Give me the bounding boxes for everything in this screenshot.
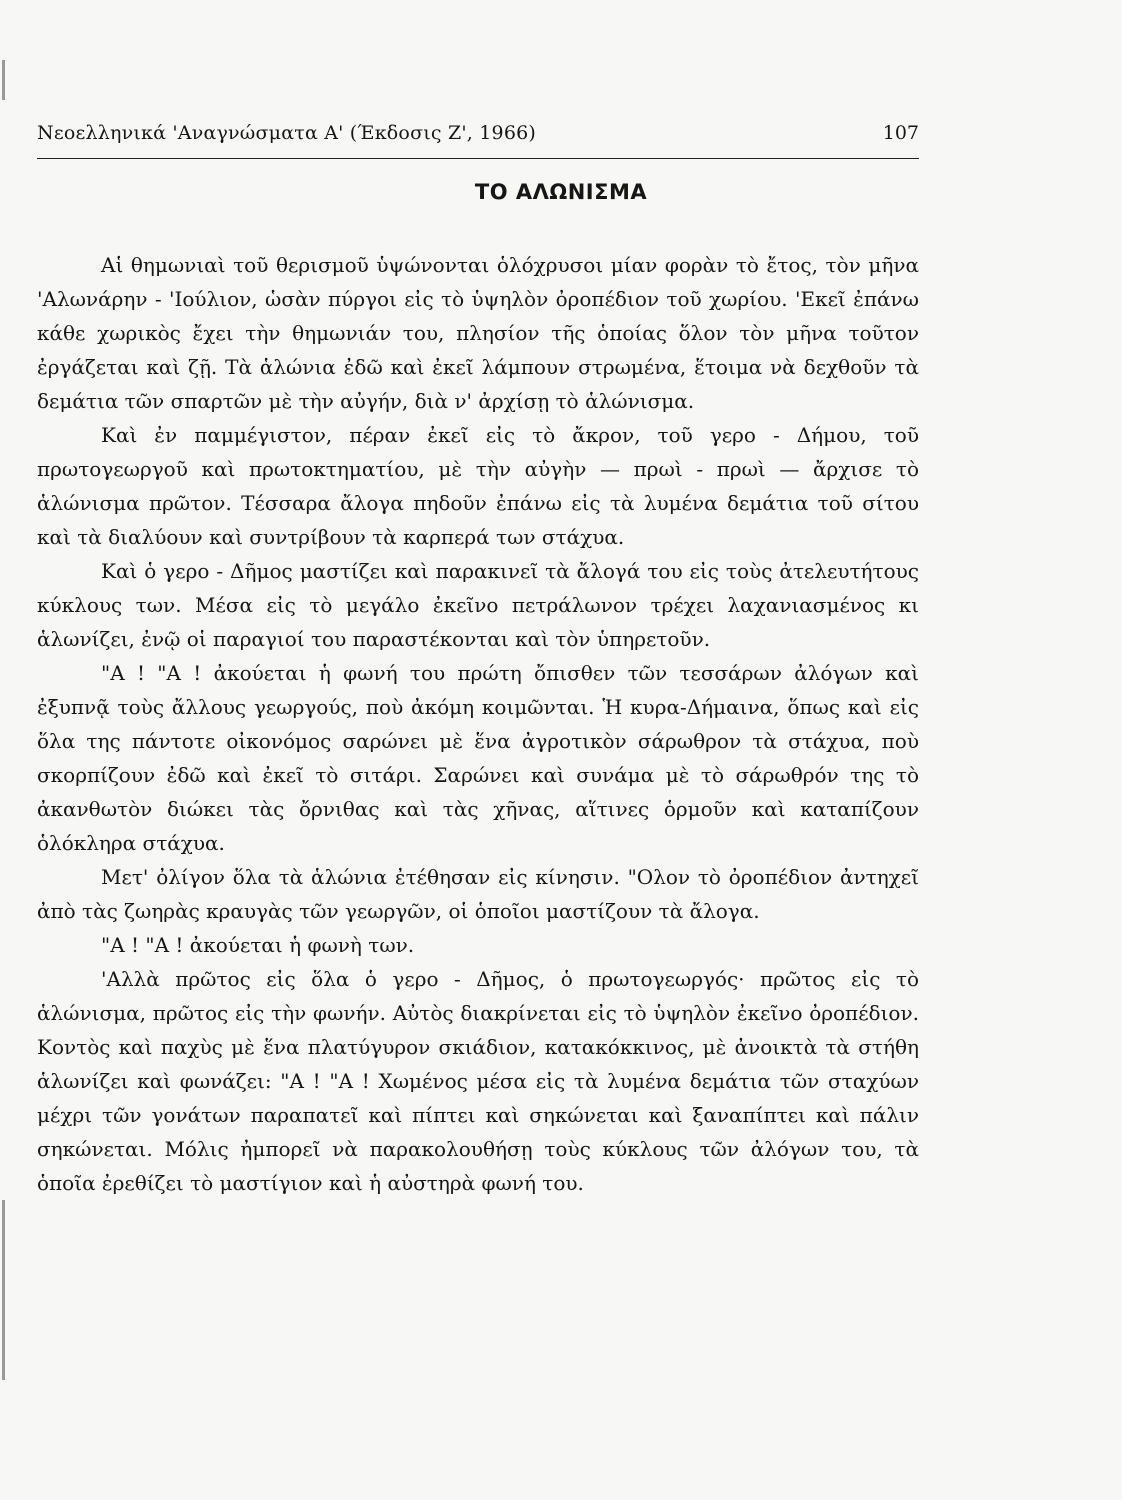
paragraph: "Α ! "Α ! ἀκούεται ἡ φωνὴ των.: [101, 933, 415, 957]
chapter-title: ΤΟ ΑΛΩΝΙΣΜΑ: [474, 180, 648, 204]
paragraph: Καὶ ὁ γερο - Δῆμος μαστίζει καὶ παρακινεῖ τὰ ἄλογά του εἰς τοὺς ἀτελευτήτους κύκλους των. Μέσα εἰς τὸ μεγάλο ἐκεῖνο πετράλωνον τρέχει λαχανιασμένος κι ἁλωνίζει, ἐνῷ οἱ παραγιοί του παραστέκονται καὶ τὸν ὑπηρετοῦν.: [37, 559, 919, 651]
page-number: 107: [882, 122, 919, 144]
body-text: [37, 248, 919, 1200]
running-header: [37, 118, 919, 159]
paragraph: Μετ' ὀλίγον ὅλα τὰ ἁλώνια ἐτέθησαν εἰς κίνησιν. "Ολον τὸ ὀροπέδιον ἀντηχεῖ ἀπὸ τὰς ζωηρὰς κραυγὰς τῶν γεωργῶν, οἱ ὁποῖοι μαστίζουν τὰ ἄλογα.: [37, 865, 919, 923]
paragraph: "Α ! "Α ! ἀκούεται ἡ φωνή του πρώτη ὄπισθεν τῶν τεσσάρων ἀλόγων καὶ ἐξυπνᾷ τοὺς ἄλλους γεωργούς, ποὺ ἀκόμη κοιμῶνται. Ἡ κυρα-Δήμαινα, ὅπως καὶ εἰς ὅλα της πάντοτε οἰκονόμος σαρώνει μὲ ἕνα ἀγροτικὸν σάρωθρον τὰ στάχυα, ποὺ σκορπίζουν ἐδῶ καὶ ἐκεῖ τὸ σιτάρι. Σαρώνει καὶ συνάμα μὲ τὸ σάρωθρόν της τὸ ἀκανθωτὸν διώκει τὰς ὄρνιθας καὶ τὰς χῆνας, αἵτινες ὁρμοῦν καὶ καταπίζουν ὁλόκληρα στάχυα.: [37, 661, 919, 855]
header-book-title: Νεοελληνικά 'Αναγνώσματα Α' (Έκδοσις Ζ', 1966): [37, 122, 537, 144]
scan-edge-mark: [2, 1200, 5, 1380]
scan-edge-mark: [2, 60, 5, 100]
paragraph: Αἱ θημωνιαὶ τοῦ θερισμοῦ ὑψώνονται ὁλόχρυσοι μίαν φορὰν τὸ ἔτος, τὸν μῆνα 'Αλωνάρην - 'Ιούλιον, ὡσὰν πύργοι εἰς τὸ ὑψηλὸν ὀροπέδιον τοῦ χωρίου. 'Εκεῖ ἐπάνω κάθε χωρικὸς ἔχει τὴν θημωνιάν του, πλησίον τῆς ὁποίας ὅλον τὸν μῆνα τοῦτον ἐργάζεται καὶ ζῇ. Τὰ ἁλώνια ἐδῶ καὶ ἐκεῖ λάμπουν στρωμένα, ἕτοιμα νὰ δεχθοῦν τὰ δεμάτια τῶν σπαρτῶν μὲ τὴν αὐγήν, διὰ ν' ἀρχίσῃ τὸ ἁλώνισμα.: [37, 253, 919, 413]
paragraph: 'Αλλὰ πρῶτος εἰς ὅλα ὁ γερο - Δῆμος, ὁ πρωτογεωργός· πρῶτος εἰς τὸ ἁλώνισμα, πρῶτος εἰς τὴν φωνήν. Αὐτὸς διακρίνεται εἰς τὸ ὑψηλὸν ἐκεῖνο ὀροπέδιον. Κοντὸς καὶ παχὺς μὲ ἕνα πλατύγυρον σκιάδιον, κατακόκκινος, μὲ ἀνοικτὰ τὰ στήθη ἁλωνίζει καὶ φωνάζει: "Α ! "Α ! Χωμένος μέσα εἰς τὰ λυμένα δεμάτια τῶν σταχύων μέχρι τῶν γονάτων παραπατεῖ καὶ πίπτει καὶ σηκώνεται καὶ ξαναπίπτει καὶ πάλιν σηκώνεται. Μόλις ἠμπορεῖ νὰ παρακολουθήσῃ τοὺς κύκλους τῶν ἀλόγων του, τὰ ὁποῖα ἐρεθίζει τὸ μαστίγιον καὶ ἡ αὐστηρὰ φωνή του.: [37, 967, 919, 1195]
paragraph: Καὶ ἐν παμμέγιστον, πέραν ἐκεῖ εἰς τὸ ἄκρον, τοῦ γερο - Δήμου, τοῦ πρωτογεωργοῦ καὶ πρωτοκτηματίου, μὲ τὴν αὐγὴν — πρωὶ - πρωὶ — ἄρχισε τὸ ἁλώνισμα πρῶτον. Τέσσαρα ἄλογα πηδοῦν ἐπάνω εἰς τὰ λυμένα δεμάτια τοῦ σίτου καὶ τὰ διαλύουν καὶ συντρίβουν τὰ καρπερά των στάχυα.: [37, 423, 919, 549]
